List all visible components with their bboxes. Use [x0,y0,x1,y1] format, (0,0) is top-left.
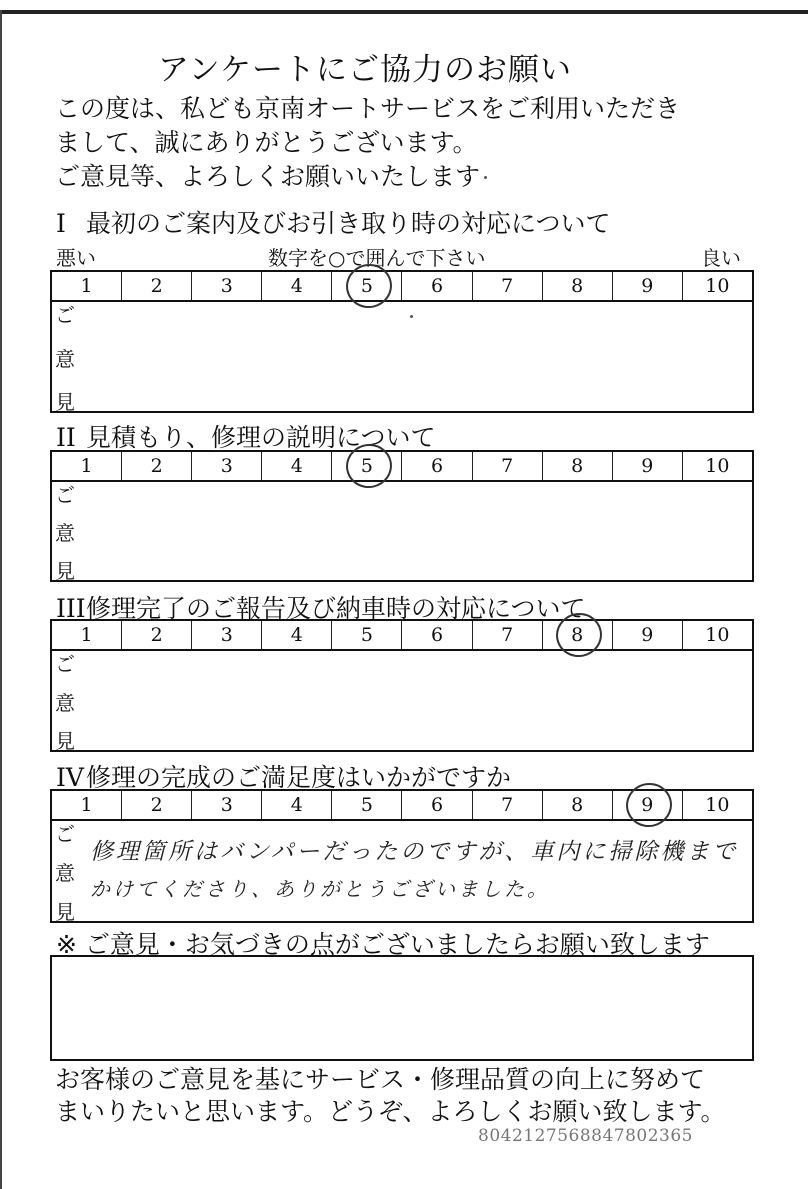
rating-option[interactable]: 7 [473,452,543,480]
handwritten-comment-line: かけてくださり、ありがとうございました。 [90,877,550,901]
comment-label-char: 見 [55,559,75,583]
rating-option[interactable]: 3 [192,621,262,649]
rating-option[interactable]: 8 [543,272,613,300]
rating-option[interactable]: 9 [613,272,683,300]
rating-option[interactable]: 1 [52,791,122,819]
rating-option[interactable]: 1 [52,452,122,480]
rating-option[interactable]: 5 [332,272,402,300]
section-3-box [50,619,754,752]
closing-line: お客様のご意見を基にサービス・修理品質の向上に努めて [55,1065,706,1094]
comment-label-char: 意 [55,346,75,371]
rating-option[interactable]: 6 [402,452,472,480]
comment-label-char: ご [55,652,75,676]
section-number: II [56,423,76,452]
rating-option[interactable]: 2 [122,272,192,300]
top-border [0,10,808,14]
rating-option[interactable]: 6 [402,272,472,300]
comment-label-char: 意 [55,861,75,885]
section-number: I [56,209,66,238]
rating-option[interactable]: 10 [705,275,730,297]
rating-option[interactable]: 7 [473,791,543,819]
rating-option[interactable]: 4 [262,621,332,649]
comment-area[interactable] [52,821,752,925]
rating-option[interactable]: 2 [122,452,192,480]
free-comment-box[interactable] [50,955,754,1061]
comment-label-char: 意 [55,521,75,545]
intro-line: まして、誠にありがとうございます。 [55,128,478,157]
rating-option[interactable]: 2 [122,621,192,649]
intro-line: ご意見等、よろしくお願いいたします [55,162,481,191]
rating-row [52,621,752,651]
section-1-title [56,204,611,240]
rating-option[interactable]: 2 [122,791,192,819]
rating-row [52,452,752,482]
section-number: IV [56,763,84,792]
comment-label [55,821,81,925]
good-label: 良い [701,246,741,270]
rating-option[interactable]: 3 [192,272,262,300]
section-title-text: 見積もり、修理の説明について [86,423,436,452]
comment-label-char: ご [55,303,75,327]
rating-option[interactable]: 9 [613,452,683,480]
comment-area[interactable] [52,651,752,754]
bad-label: 悪い [56,246,96,270]
rating-option[interactable]: 5 [332,791,402,819]
rating-option[interactable]: 5 [332,621,402,649]
ink-dot [410,315,413,318]
intro-text [55,92,680,194]
rating-option[interactable]: 10 [705,455,730,477]
comment-label-char: ご [55,822,75,846]
rating-option[interactable]: 6 [402,791,472,819]
rating-option[interactable]: 7 [473,272,543,300]
comment-label-char: 意 [55,690,75,715]
rating-option[interactable]: 9 [613,791,683,819]
rating-option[interactable]: 6 [402,621,472,649]
survey-title: アンケートにご協力のお願い [157,52,573,88]
ink-dot [484,176,487,179]
comment-label-char: 見 [55,729,75,753]
comment-label-char: 見 [55,390,75,414]
rating-option[interactable]: 1 [52,621,122,649]
rating-option[interactable]: 3 [192,452,262,480]
comment-label [55,302,81,415]
rating-option[interactable]: 4 [262,272,332,300]
rating-row [52,791,752,821]
comment-label [55,651,81,754]
comment-area[interactable] [52,482,752,584]
section-title-text: 修理完了のご報告及び納車時の対応について [86,594,586,623]
rating-option[interactable]: 8 [543,452,613,480]
section-title-text: 最初のご案内及びお引き取り時の対応について [86,209,611,238]
section-2-title [56,418,436,454]
rating-option[interactable]: 10 [705,794,730,816]
rating-option[interactable]: 9 [613,621,683,649]
intro-line: この度は、私ども京南オートサービスをご利用いただき [55,94,681,123]
rating-option[interactable]: 1 [52,272,122,300]
rating-row [52,272,752,302]
closing-line: まいりたいと思います。どうぞ、よろしくお願い致します。 [55,1097,726,1126]
comment-label [55,482,81,584]
rating-option[interactable]: 4 [262,791,332,819]
comment-label-char: ご [55,483,75,507]
rating-option[interactable]: 4 [262,452,332,480]
section-4-box [50,789,754,923]
section-2-box [50,450,754,582]
rating-option[interactable]: 3 [192,791,262,819]
section-title-text: 修理の完成のご満足度はいかがですか [86,763,512,792]
serial-number: 8042127568847802365 [478,1126,694,1146]
rating-option[interactable]: 8 [543,791,613,819]
rating-option[interactable]: 7 [473,621,543,649]
left-border [0,10,2,1189]
rating-option[interactable]: 5 [332,452,402,480]
section-1-box [50,270,754,413]
comment-label-char: 見 [55,900,75,924]
handwritten-comment-line: 修理箇所はバンパーだったのですが、車内に掃除機まで [90,839,739,865]
closing-text [55,1064,726,1128]
rating-option[interactable]: 10 [705,624,730,646]
rating-option[interactable]: 8 [543,621,613,649]
comment-area[interactable] [52,302,752,415]
circle-instruction: 数字を○で囲んで下さい [268,246,486,270]
section-number: III [56,594,86,623]
rating-scale-labels [56,242,741,268]
free-comment-title: ※ ご意見・お気づきの点がございましたらお願い致します [56,930,710,959]
